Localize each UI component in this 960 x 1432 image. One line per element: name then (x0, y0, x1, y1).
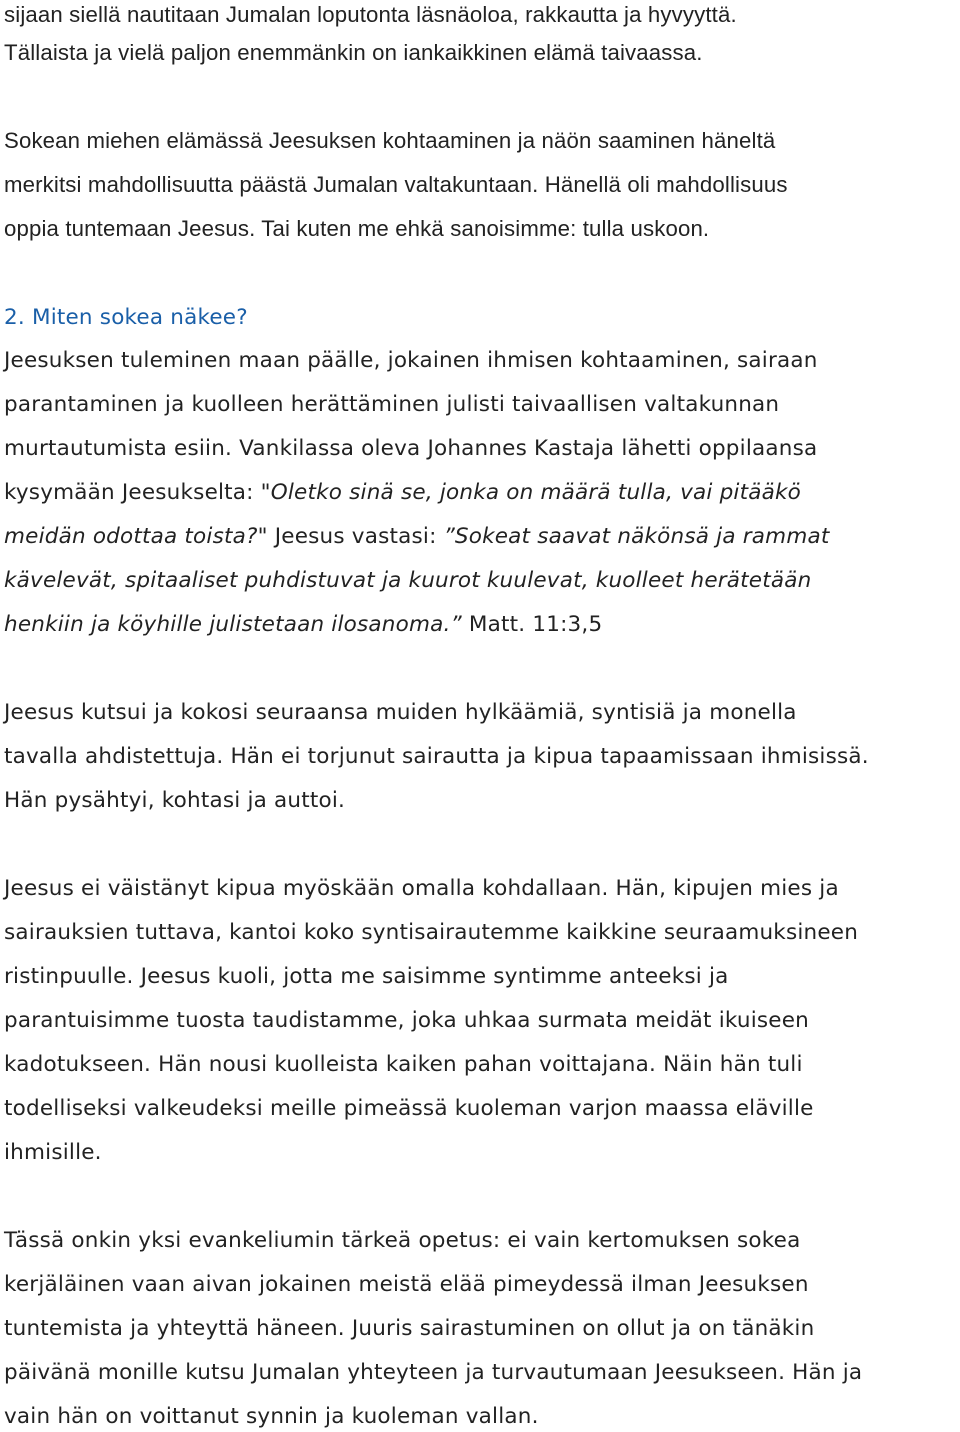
paragraph-line: ihmisille. (4, 1140, 102, 1165)
paragraph-line: tavalla ahdistettuja. Hän ei torjunut sairautta ja kipua tapaamissaan ihmisissä. (4, 744, 869, 769)
section-heading: 2. Miten sokea näkee? (4, 305, 248, 330)
line-text: " Jeesus vastasi: (257, 524, 444, 549)
paragraph-line: Sokean miehen elämässä Jeesuksen kohtaaminen ja näön saaminen häneltä (4, 128, 776, 153)
paragraph-line: Jeesus kutsui ja kokosi seuraansa muiden hylkäämiä, syntisiä ja monella (4, 700, 797, 725)
scripture-reference: Matt. 11:3,5 (461, 612, 603, 637)
line-text: kysymään Jeesukselta: (4, 480, 261, 505)
paragraph-line: parantuisimme tuosta taudistamme, joka uhkaa surmata meidät ikuiseen (4, 1008, 809, 1033)
intro-line: sijaan siellä nautitaan Jumalan loputonta läsnäoloa, rakkautta ja hyvyyttä. (4, 2, 737, 27)
intro-line: Tällaista ja vielä paljon enemmänkin on iankaikkinen elämä taivaassa. (4, 40, 703, 65)
paragraph-line: parantaminen ja kuolleen herättäminen julisti taivaallisen valtakunnan (4, 392, 780, 417)
paragraph-line: Jeesuksen tuleminen maan päälle, jokainen ihmisen kohtaaminen, sairaan (4, 348, 818, 373)
quote-text: meidän odottaa toista? (4, 524, 258, 549)
paragraph-line (4, 478, 801, 508)
paragraph-line: kadotukseen. Hän nousi kuolleista kaiken pahan voittajana. Näin hän tuli (4, 1052, 803, 1077)
quote-text: henkiin ja köyhille julistetaan ilosanoma.” (4, 612, 462, 637)
paragraph-line (4, 522, 829, 552)
quote-line: kävelevät, spitaaliset puhdistuvat ja kuurot kuulevat, kuolleet herätetään (4, 568, 812, 593)
paragraph-line: vain hän on voittanut synnin ja kuoleman vallan. (4, 1404, 539, 1429)
paragraph-line: tuntemista ja yhteyttä häneen. Juuris sairastuminen on ollut ja on tänäkin (4, 1316, 815, 1341)
paragraph-line: Hän pysähtyi, kohtasi ja auttoi. (4, 788, 346, 813)
paragraph-line: ristinpuulle. Jeesus kuoli, jotta me saisimme syntimme anteeksi ja (4, 964, 729, 989)
paragraph-line: Tässä onkin yksi evankeliumin tärkeä opetus: ei vain kertomuksen sokea (4, 1228, 801, 1253)
paragraph-line: todelliseksi valkeudeksi meille pimeässä kuoleman varjon maassa eläville (4, 1096, 814, 1121)
paragraph-line: päivänä monille kutsu Jumalan yhteyteen ja turvautumaan Jeesukseen. Hän ja (4, 1360, 863, 1385)
paragraph-line: sairauksien tuttava, kantoi koko syntisairautemme kaikkine seuraamuksineen (4, 920, 859, 945)
paragraph-line: kerjäläinen vaan aivan jokainen meistä elää pimeydessä ilman Jeesuksen (4, 1272, 809, 1297)
paragraph-line: murtautumista esiin. Vankilassa oleva Johannes Kastaja lähetti oppilaansa (4, 436, 818, 461)
paragraph-line (4, 610, 602, 640)
quote-text: ”Sokeat saavat näkönsä ja rammat (443, 524, 830, 549)
paragraph-line: merkitsi mahdollisuutta päästä Jumalan valtakuntaan. Hänellä oli mahdollisuus (4, 172, 788, 197)
quote-text: "Oletko sinä se, jonka on määrä tulla, vai pitääkö (260, 480, 801, 505)
paragraph-line: oppia tuntemaan Jeesus. Tai kuten me ehkä sanoisimme: tulla uskoon. (4, 216, 710, 241)
paragraph-line: Jeesus ei väistänyt kipua myöskään omalla kohdallaan. Hän, kipujen mies ja (4, 876, 839, 901)
